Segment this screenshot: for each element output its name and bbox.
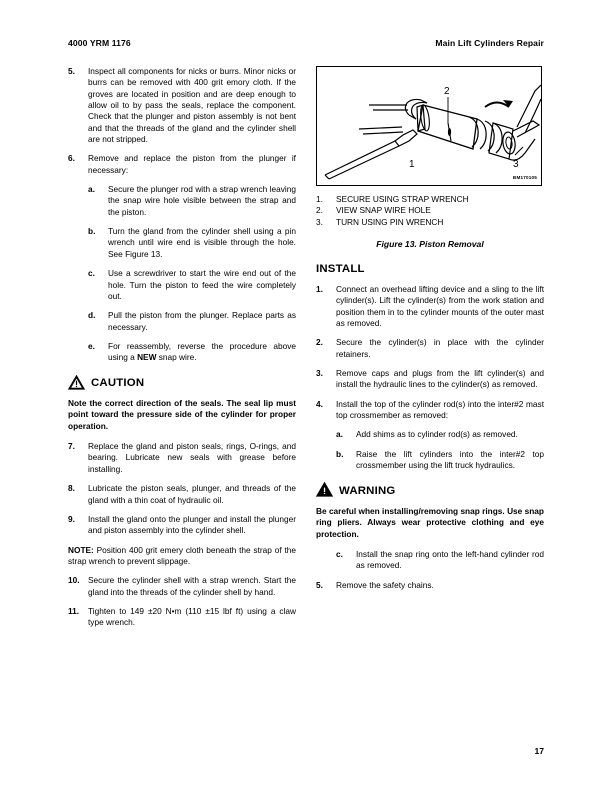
list-item: [316, 368, 544, 391]
list-item-text: Secure the plunger rod with a strap wrench leaving the snap wire hole visible between the strap and the piston.: [108, 184, 296, 217]
caution-text: Note the correct direction of the seals. The seal lip must point toward the pressure side of the cylinder for proper operation.: [68, 397, 296, 431]
list-item-text: Replace the gland and piston seals, rings, O-rings, and bearing. Lubricate new seals with grease before installing.: [88, 441, 296, 474]
warning-title: WARNING: [339, 484, 396, 497]
list-item: [336, 449, 544, 472]
legend-item-number: 1.: [316, 194, 323, 204]
list-item-marker: a.: [88, 184, 95, 195]
figure-caption: Figure 13. Piston Removal: [376, 239, 484, 250]
legend-item-number: 2.: [316, 205, 323, 216]
list-item: [68, 483, 296, 506]
list-item: [316, 399, 544, 422]
warning-header: [316, 482, 544, 500]
caution-header: [68, 375, 296, 393]
list-item: [88, 184, 296, 218]
list-item-text: Remove the safety chains.: [336, 579, 434, 590]
list-item-marker: 2.: [316, 337, 323, 348]
legend-item-number: 3.: [316, 216, 323, 227]
list-item-marker: 7.: [68, 441, 75, 452]
list-item: [316, 337, 544, 360]
list-item-text: Turn the gland from the cylinder shell using a pin wrench until wire end is visible through the hole. See Figure 13.: [108, 226, 296, 259]
section-heading-install: INSTALL: [316, 262, 365, 275]
figure-13-image: [316, 66, 542, 186]
list-item-marker: 11.: [68, 605, 80, 616]
legend-item: [316, 217, 544, 228]
page-header: [68, 38, 544, 48]
left-column: [68, 66, 296, 637]
warning-text: Be careful when installing/removing snap rings. Use snap ring pliers. Always wear protective clothing and eye protection.: [316, 505, 544, 539]
caution-block: [68, 375, 296, 433]
right-column: [316, 66, 544, 599]
legend-item: [316, 194, 544, 205]
page-number: 17: [534, 746, 544, 756]
legend-item-label: TURN USING PIN WRENCH: [336, 216, 444, 227]
svg-text:2: 2: [444, 86, 450, 97]
list-item: [68, 575, 296, 598]
list-item-marker: b.: [88, 226, 96, 237]
note-text: Position 400 grit emery cloth beneath the strap of the strap wrench to prevent slippage.: [68, 544, 296, 566]
list-item-text: Tighten to 149 ±20 N•m (110 ±15 lbf ft) using a claw type wrench.: [88, 605, 296, 628]
legend-item-label: VIEW SNAP WIRE HOLE: [336, 205, 431, 216]
figure-legend: [316, 194, 544, 228]
list-item: [316, 284, 544, 329]
list-item-emphasis: NEW: [137, 352, 157, 363]
list-item-marker: 10.: [68, 575, 80, 586]
list-item-marker: 5.: [68, 66, 75, 76]
list-item-text: Raise the lift cylinders into the inter#2 top crossmember using the lift truck hydraulics.: [356, 448, 544, 471]
figure-id-code: BM170105: [512, 174, 537, 180]
list-item-marker: 1.: [316, 283, 323, 294]
note-label: NOTE:: [68, 544, 94, 555]
list-item: [88, 310, 296, 333]
list-item: [68, 514, 296, 537]
list-item-marker: 9.: [68, 513, 75, 524]
list-item: [336, 429, 544, 440]
list-item: [336, 549, 544, 572]
list-item: [88, 268, 296, 302]
list-item-marker: c.: [336, 548, 343, 559]
legend-item: [316, 205, 544, 216]
list-item-text: Lubricate the piston seals, plunger, and threads of the gland with a thin coat of hydraulic oil.: [88, 483, 296, 505]
header-left-text: 4000 YRM 1176: [68, 38, 131, 48]
list-item-text: Connect an overhead lifting device and a sling to the lift cylinder(s). Lift the cylinder(s) from the work station and position them in to the cylinder mounts of the outer mast as removed.: [336, 283, 544, 328]
list-item-text: Use a screwdriver to start the wire end out of the hole. Turn the piston to feed the wire completely out.: [108, 268, 296, 301]
warning-block: [316, 482, 544, 540]
list-item: [68, 66, 296, 145]
list-item-text: [108, 341, 296, 364]
list-item-text: Install the top of the cylinder rod(s) into the inter#2 mast top crossmember as removed:: [336, 398, 544, 420]
list-item-text: Remove and replace the piston from the plunger if necessary:: [88, 153, 296, 175]
list-item: [88, 341, 296, 364]
list-item-marker: 8.: [68, 483, 75, 494]
list-item-text: Add shims as to cylinder rod(s) as removed.: [356, 429, 518, 440]
list-item: [68, 441, 296, 475]
svg-text:3: 3: [513, 159, 519, 170]
list-item-marker: d.: [88, 310, 96, 321]
list-item-marker: b.: [336, 448, 344, 459]
caution-title: CAUTION: [91, 377, 145, 390]
list-item-marker: e.: [88, 340, 95, 351]
list-item-text: Inspect all components for nicks or burrs. Minor nicks or burrs can be removed with 400 grit emory cloth. If the groves are located in position and are deep enough to allow oil to by pass the seals, replace the component. Check that the plunger and piston assembly is not bent and that the threads of the gland and the cylinder shell are not stripped.: [88, 66, 296, 145]
list-item: [316, 580, 544, 591]
list-item-text-before: For reassembly, reverse the procedure above using a: [108, 340, 296, 363]
list-item-text: Install the snap ring onto the left-hand cylinder rod as removed.: [356, 548, 544, 571]
list-item-marker: 6.: [68, 153, 75, 164]
list-item: [68, 606, 296, 629]
list-item-text: Secure the cylinder(s) in place with the cylinder retainers.: [336, 337, 544, 359]
note-paragraph: [68, 545, 296, 568]
list-item-text: Pull the piston from the plunger. Replace parts as necessary.: [108, 310, 296, 332]
list-item-marker: 5.: [316, 579, 323, 590]
list-item-text: Install the gland onto the plunger and install the plunger and piston assembly into the cylinder shell.: [88, 513, 296, 536]
legend-item-label: SECURE USING STRAP WRENCH: [336, 194, 469, 204]
list-item-marker: 4.: [316, 398, 323, 409]
caution-triangle-icon: [68, 375, 85, 393]
list-item-text: Secure the cylinder shell with a strap wrench. Start the gland into the threads of the cylinder shell by hand.: [88, 575, 296, 597]
svg-text:1: 1: [409, 159, 415, 170]
list-item-text: Remove caps and plugs from the lift cylinder(s) and install the hydraulic lines to the cylinder(s) as removed.: [336, 367, 544, 390]
list-item-marker: a.: [336, 429, 343, 440]
list-item: [68, 153, 296, 176]
list-item-marker: c.: [88, 268, 95, 279]
header-right-text: Main Lift Cylinders Repair: [435, 38, 544, 48]
list-item: [88, 226, 296, 260]
list-item-marker: 3.: [316, 367, 323, 378]
list-item-text-after: snap wire.: [156, 352, 197, 363]
warning-triangle-icon: [316, 482, 333, 500]
